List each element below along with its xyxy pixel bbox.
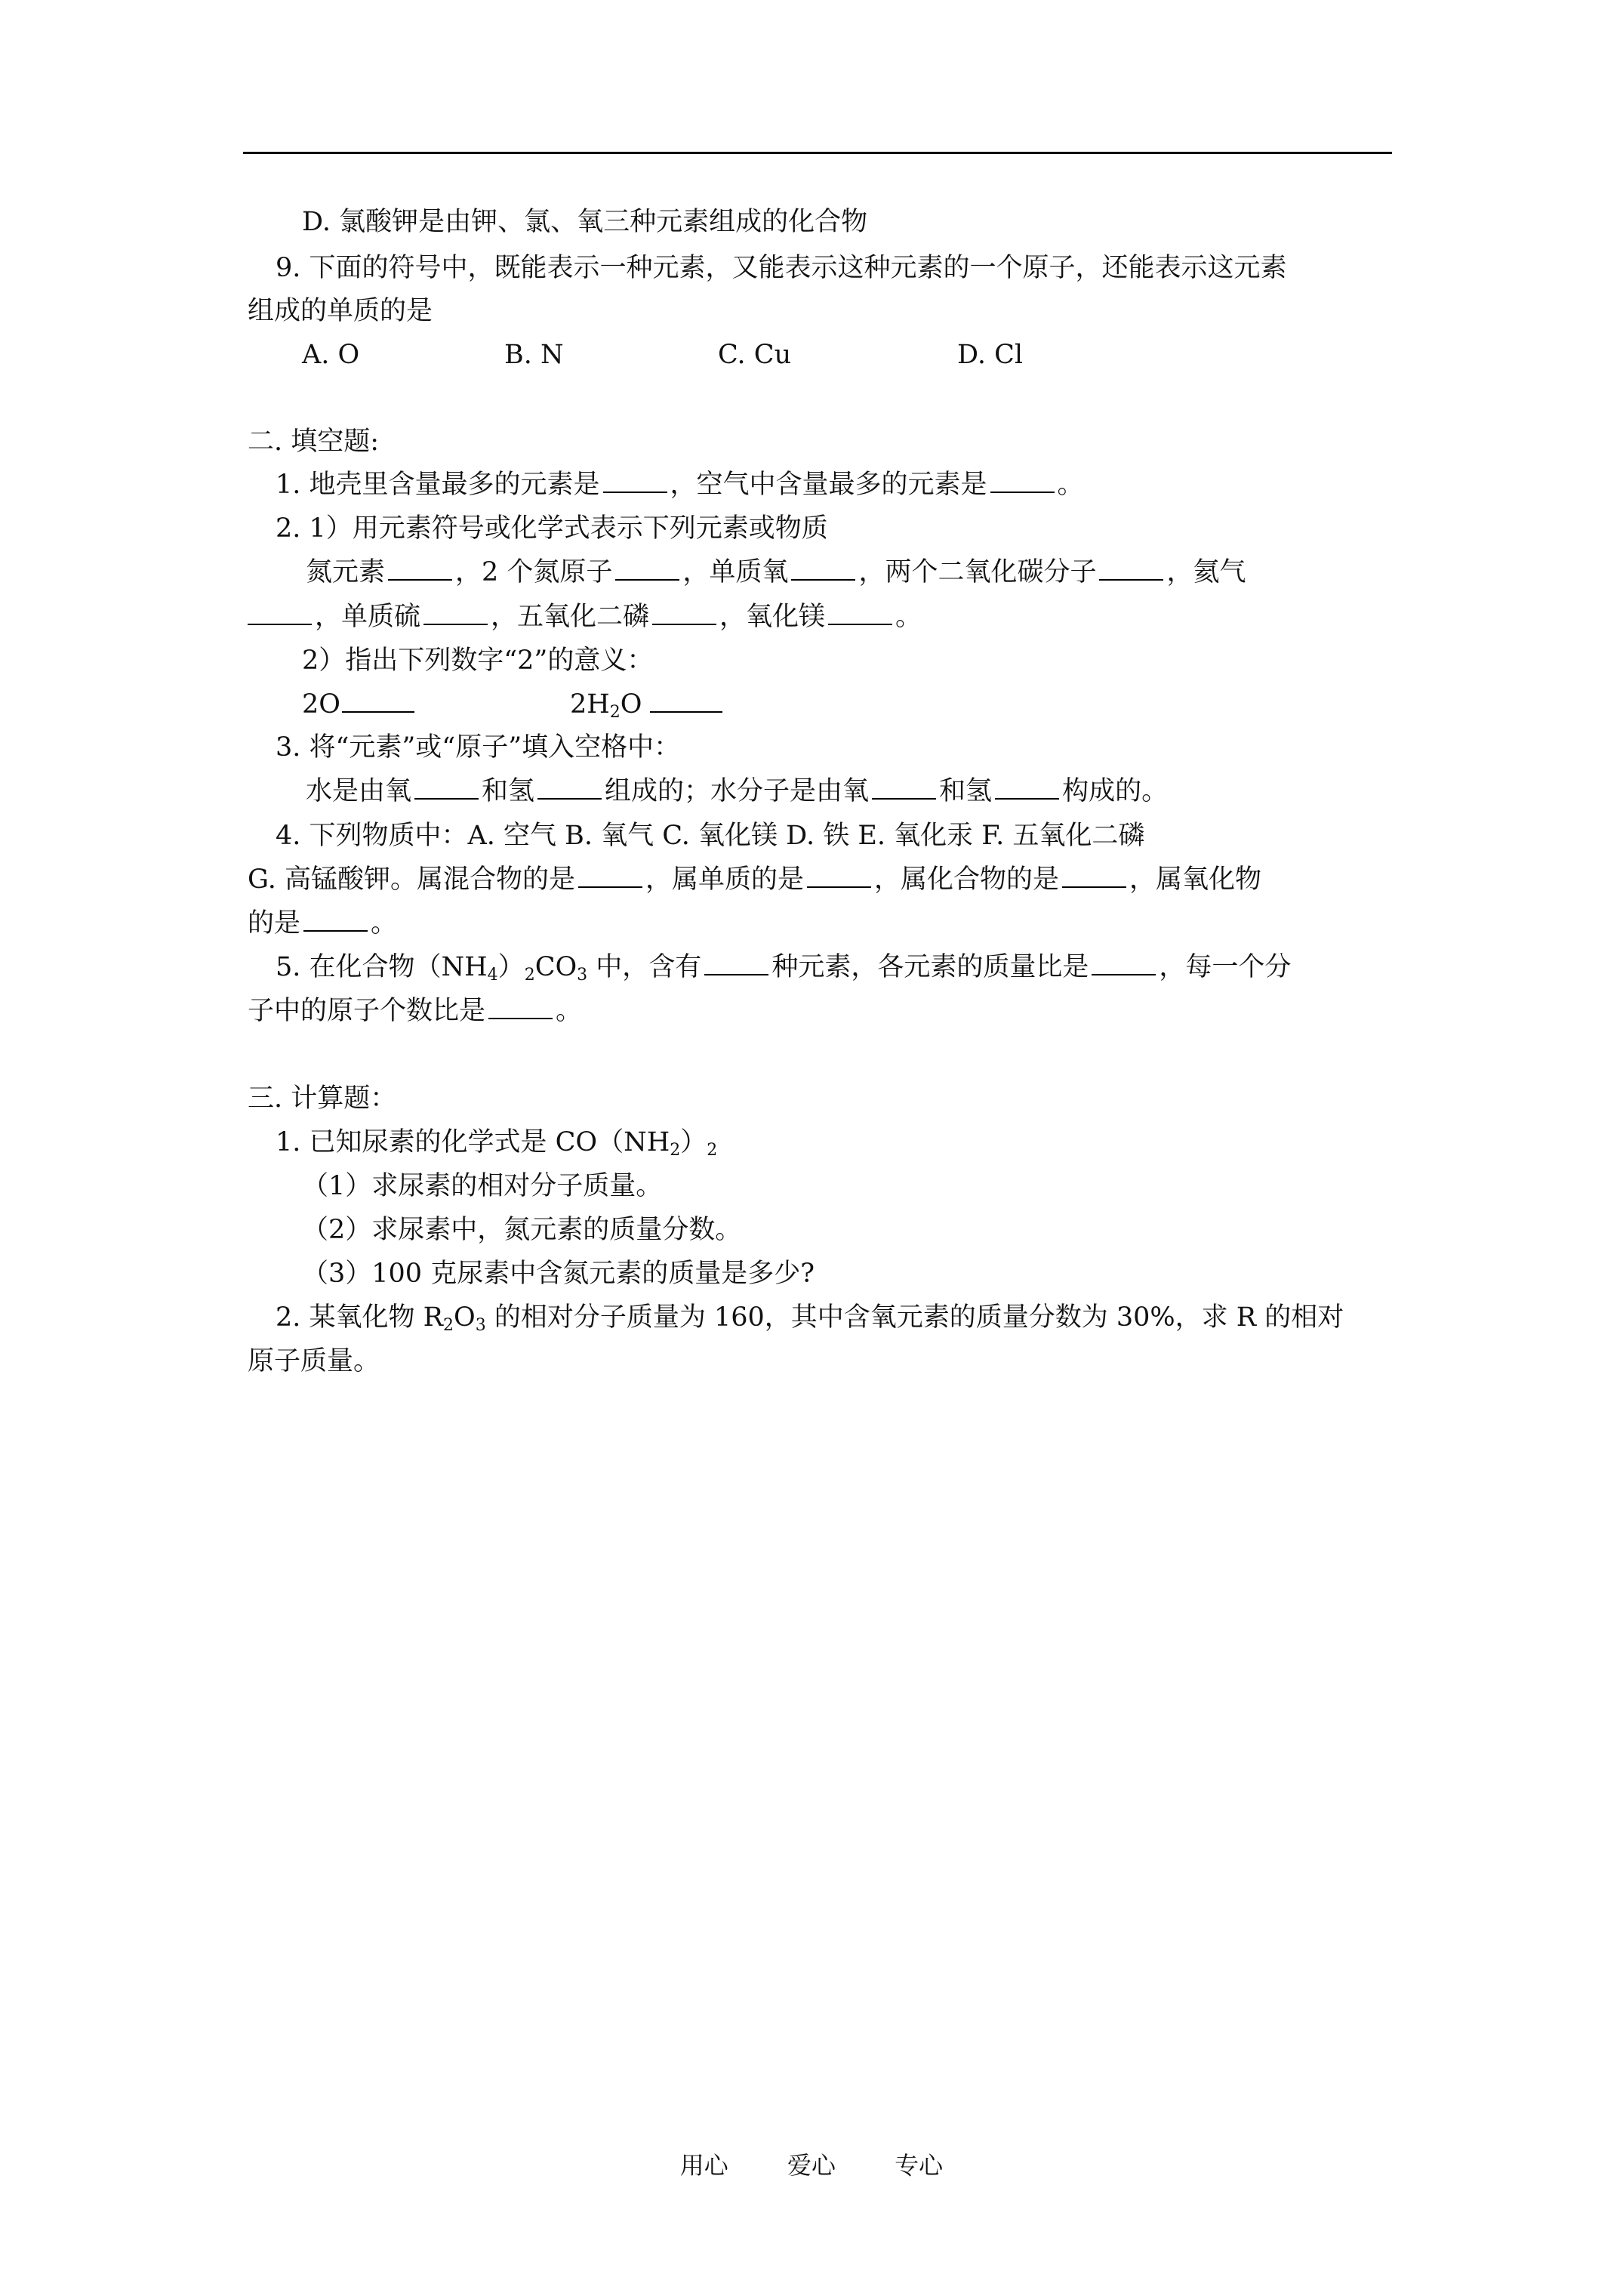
page-footer: [0, 2147, 1623, 2181]
answer-blank[interactable]: [1062, 864, 1126, 888]
answer-blank[interactable]: [537, 775, 602, 800]
answer-blank[interactable]: [414, 775, 479, 800]
footer-motto-2: 爱心: [787, 2151, 836, 2180]
s2-question-2-item-2h2o: $2H_2O$: [570, 688, 725, 721]
answer-blank[interactable]: [1099, 556, 1163, 581]
s2-question-2-line-2: 氮元素 ，2 个氮原子 ，单质氧 ，两个二氧化碳分子 ，氦气: [306, 557, 1246, 587]
q9-option-b: B. N: [504, 340, 564, 370]
s3-question-1-part-3: （3）100 克尿素中含氮元素的质量是多少?: [302, 1259, 815, 1289]
s2-question-3-line-2: 水是由氧 和氢 组成的；水分子是由氧 和氢 构成的。: [306, 776, 1169, 806]
answer-blank[interactable]: [704, 951, 768, 975]
answer-blank[interactable]: [995, 775, 1059, 800]
answer-blank[interactable]: [807, 864, 871, 888]
answer-blank[interactable]: [303, 908, 368, 932]
answer-blank[interactable]: [652, 601, 716, 625]
option-d: D. 氯酸钾是由钾、氯、氧三种元素组成的化合物: [302, 207, 868, 237]
question-9-line-1: 9. 下面的符号中，既能表示一种元素，又能表示这种元素的一个原子，还能表示这元素: [276, 253, 1287, 283]
answer-blank[interactable]: [828, 601, 892, 625]
answer-blank[interactable]: [1092, 951, 1156, 975]
answer-blank[interactable]: [603, 469, 667, 493]
header-rule: [243, 152, 1392, 154]
s2-question-4-line-3: 的是 。: [248, 908, 398, 938]
answer-blank[interactable]: [342, 689, 414, 713]
s2-question-1: 1. 地壳里含量最多的元素是 ，空气中含量最多的元素是 。: [276, 470, 1084, 500]
answer-blank[interactable]: [248, 601, 312, 625]
answer-blank[interactable]: [423, 601, 488, 625]
answer-blank[interactable]: [650, 689, 722, 713]
q9-option-c: C. Cu: [718, 340, 792, 370]
section-3-heading: 三. 计算题：: [248, 1083, 397, 1114]
s2-question-5-line-1: 5. 在化合物$(NH_4)_2CO_3$ 中，含有 种元素，各元素的质量比是 ，每一个分: [276, 952, 1292, 985]
question-9-line-2: 组成的单质的是: [248, 296, 433, 326]
s2-question-2-line-1: 2. 1）用元素符号或化学式表示下列元素或物质: [276, 513, 828, 544]
answer-blank[interactable]: [615, 556, 679, 581]
s3-question-1: 1. 已知尿素的化学式是 $CO(NH_2)_2$: [276, 1127, 718, 1160]
s3-question-1-part-1: （1）求尿素的相对分子质量。: [302, 1171, 663, 1201]
footer-motto-3: 专心: [895, 2151, 944, 2180]
s2-question-5-line-2: 子中的原子个数比是 。: [248, 996, 583, 1026]
answer-blank[interactable]: [990, 469, 1055, 493]
answer-blank[interactable]: [388, 556, 452, 581]
section-2-heading: 二. 填空题:: [248, 427, 380, 457]
footer-motto-1: 用心: [679, 2151, 728, 2180]
s3-question-1-part-2: （2）求尿素中，氮元素的质量分数。: [302, 1215, 742, 1245]
answer-blank[interactable]: [578, 864, 642, 888]
q9-option-d: D. Cl: [957, 340, 1024, 370]
s2-question-2-item-2o: 2O: [302, 688, 417, 721]
answer-blank[interactable]: [872, 775, 936, 800]
q9-option-a: A. O: [302, 340, 360, 370]
s3-question-2-line-2: 原子质量。: [248, 1346, 380, 1376]
answer-blank[interactable]: [791, 556, 855, 581]
s2-question-2-line-3: ，单质硫 ，五氧化二磷 ，氧化镁 。: [248, 600, 922, 633]
s2-question-2-line-4: 2）指出下列数字“2”的意义：: [302, 646, 654, 676]
s2-question-4-line-2: G. 高锰酸钾。属混合物的是 ，属单质的是 ，属化合物的是 ，属氧化物: [248, 864, 1262, 895]
s3-question-2-line-1: 2. 某氧化物 $R_2O_3$ 的相对分子质量为 160，其中含氧元素的质量分数为 30%，求 R 的相对: [276, 1302, 1344, 1335]
s2-question-3-line-1: 3. 将“元素”或“原子”填入空格中：: [276, 732, 681, 763]
answer-blank[interactable]: [488, 995, 553, 1019]
s2-question-4-line-1: 4. 下列物质中：A. 空气 B. 氧气 C. 氧化镁 D. 铁 E. 氧化汞 F. 五氧化二磷: [276, 821, 1145, 851]
